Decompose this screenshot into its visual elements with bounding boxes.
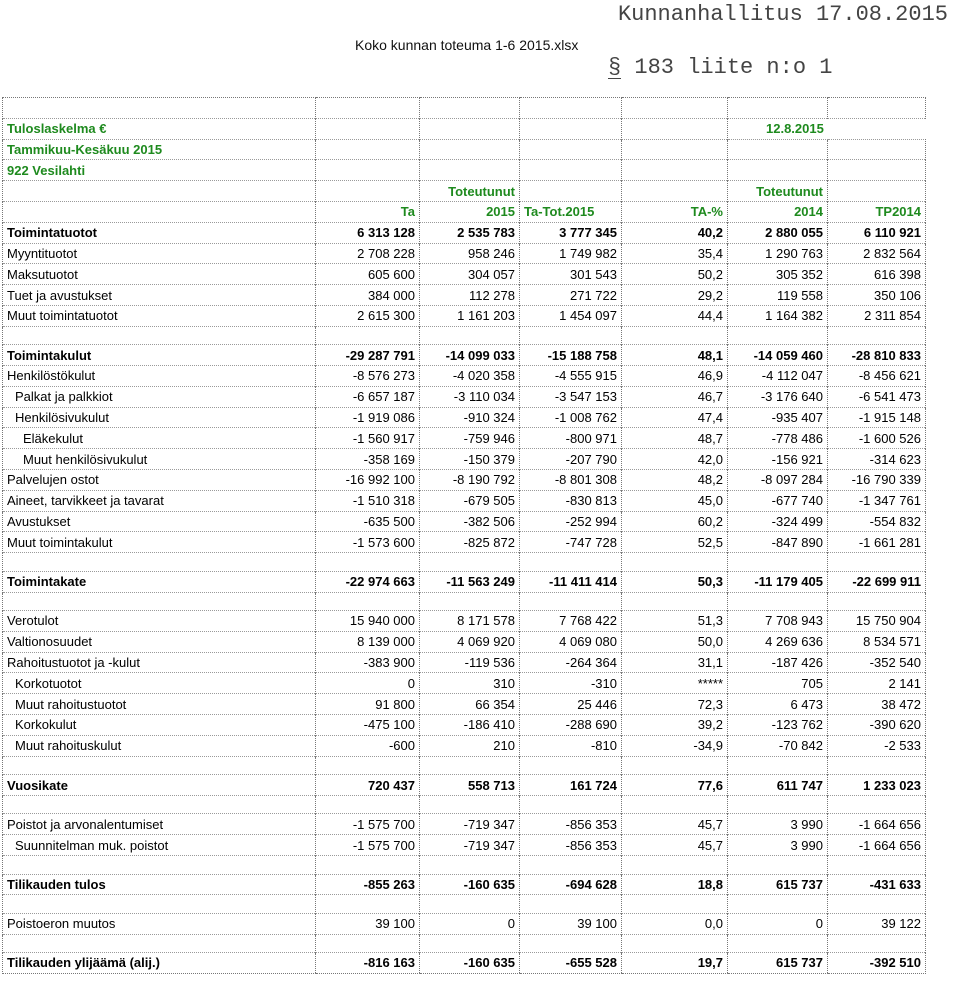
cell-ta: -383 900 xyxy=(316,652,420,673)
table-row xyxy=(3,386,926,407)
blank-row xyxy=(3,326,926,345)
col-ta: Ta xyxy=(316,201,420,222)
row-label: Muut rahoitustuotot xyxy=(3,694,316,715)
cell-tp2014: -6 541 473 xyxy=(828,386,926,407)
row-label: Palvelujen ostot xyxy=(3,470,316,491)
table-row xyxy=(3,571,926,592)
cell-ta-tot2015: -4 555 915 xyxy=(520,366,622,387)
cell-tot2015: -759 946 xyxy=(420,428,520,449)
cell-tot2015: -4 020 358 xyxy=(420,366,520,387)
cell-tot2015: 558 713 xyxy=(420,775,520,796)
cell-ta-tot2015: 4 069 080 xyxy=(520,631,622,652)
cell-ta-tot2015: -288 690 xyxy=(520,715,622,736)
cell-ta-pct: 19,7 xyxy=(622,953,728,974)
table-row xyxy=(3,631,926,652)
cell-ta-pct: 39,2 xyxy=(622,715,728,736)
cell-tot2015: 310 xyxy=(420,673,520,694)
table-row xyxy=(3,428,926,449)
cell-tot2015: 8 171 578 xyxy=(420,611,520,632)
cell-tot2014: 2 880 055 xyxy=(728,222,828,243)
cell-ta-tot2015: 1 749 982 xyxy=(520,243,622,264)
cell-ta-pct: 77,6 xyxy=(622,775,728,796)
row-label: Avustukset xyxy=(3,511,316,532)
currency-euro-icon: € xyxy=(99,121,107,137)
cell-tp2014: -22 699 911 xyxy=(828,571,926,592)
cell-tot2014: -935 407 xyxy=(728,407,828,428)
cell-ta-pct: 46,7 xyxy=(622,386,728,407)
cell-tot2015: 0 xyxy=(420,913,520,934)
column-header-row-1 xyxy=(3,181,926,202)
cell-ta-pct: 52,5 xyxy=(622,532,728,553)
cell-ta: -16 992 100 xyxy=(316,470,420,491)
cell-ta: 0 xyxy=(316,673,420,694)
cell-ta-pct: 31,1 xyxy=(622,652,728,673)
table-row xyxy=(3,407,926,428)
cell-tp2014: -16 790 339 xyxy=(828,470,926,491)
row-label: Poistoeron muutos xyxy=(3,913,316,934)
blank-row xyxy=(3,895,926,914)
row-label: Muut henkilösivukulut xyxy=(3,449,316,470)
cell-tot2014: -847 890 xyxy=(728,532,828,553)
cell-tot2015: 304 057 xyxy=(420,264,520,285)
cell-tp2014: -1 600 526 xyxy=(828,428,926,449)
cell-tot2015: 112 278 xyxy=(420,285,520,306)
row-label: Rahoitustuotot ja -kulut xyxy=(3,652,316,673)
col-tp2014: TP2014 xyxy=(828,201,926,222)
row-label: Vuosikate xyxy=(3,775,316,796)
cell-tot2014: 615 737 xyxy=(728,953,828,974)
table-row xyxy=(3,470,926,491)
cell-tp2014: 38 472 xyxy=(828,694,926,715)
cell-tot2014: 705 xyxy=(728,673,828,694)
table-row xyxy=(3,449,926,470)
cell-ta: -600 xyxy=(316,735,420,756)
cell-ta: -816 163 xyxy=(316,953,420,974)
report-period-row xyxy=(3,139,926,160)
row-label: Palkat ja palkkiot xyxy=(3,386,316,407)
cell-tot2015: 66 354 xyxy=(420,694,520,715)
cell-tot2015: -3 110 034 xyxy=(420,386,520,407)
cell-tot2015: -160 635 xyxy=(420,953,520,974)
cell-ta: -635 500 xyxy=(316,511,420,532)
cell-ta-tot2015: -264 364 xyxy=(520,652,622,673)
col-tot2015-line2: 2015 xyxy=(420,201,520,222)
cell-tp2014: -352 540 xyxy=(828,652,926,673)
report-unit: 922 Vesilahti xyxy=(3,160,316,181)
cell-tp2014: 6 110 921 xyxy=(828,222,926,243)
cell-ta: -358 169 xyxy=(316,449,420,470)
blank-row xyxy=(3,553,926,572)
table-row xyxy=(3,652,926,673)
cell-tp2014: 8 534 571 xyxy=(828,631,926,652)
report-date: 12.8.2015 xyxy=(728,118,926,139)
row-label: Muut rahoituskulut xyxy=(3,735,316,756)
cell-ta-tot2015: 271 722 xyxy=(520,285,622,306)
row-label: Toimintakulut xyxy=(3,345,316,366)
cell-tot2014: -156 921 xyxy=(728,449,828,470)
cell-tot2014: 1 164 382 xyxy=(728,305,828,326)
cell-ta-tot2015: -747 728 xyxy=(520,532,622,553)
cell-ta-tot2015: -252 994 xyxy=(520,511,622,532)
table-row xyxy=(3,490,926,511)
blank-row xyxy=(3,98,926,119)
cell-ta-tot2015: -830 813 xyxy=(520,490,622,511)
cell-ta: -8 576 273 xyxy=(316,366,420,387)
table-row xyxy=(3,874,926,895)
cell-ta: 15 940 000 xyxy=(316,611,420,632)
cell-tot2014: -3 176 640 xyxy=(728,386,828,407)
cell-tot2015: 1 161 203 xyxy=(420,305,520,326)
cell-tot2015: -382 506 xyxy=(420,511,520,532)
row-label: Korkotuotot xyxy=(3,673,316,694)
cell-ta-tot2015: 39 100 xyxy=(520,913,622,934)
cell-tot2014: -123 762 xyxy=(728,715,828,736)
cell-ta-tot2015: -655 528 xyxy=(520,953,622,974)
document-header-title: Kunnanhallitus 17.08.2015 xyxy=(617,2,948,27)
table-row xyxy=(3,835,926,856)
cell-ta-pct: 35,4 xyxy=(622,243,728,264)
cell-ta-pct: 44,4 xyxy=(622,305,728,326)
table-row xyxy=(3,511,926,532)
cell-ta: -1 510 318 xyxy=(316,490,420,511)
table-row xyxy=(3,694,926,715)
cell-ta-tot2015: -856 353 xyxy=(520,835,622,856)
cell-ta-pct: 18,8 xyxy=(622,874,728,895)
cell-ta-pct: 42,0 xyxy=(622,449,728,470)
row-label: Myyntituotot xyxy=(3,243,316,264)
row-label: Toimintatuotot xyxy=(3,222,316,243)
cell-tot2015: -679 505 xyxy=(420,490,520,511)
cell-ta-pct: 60,2 xyxy=(622,511,728,532)
row-label: Henkilöstökulut xyxy=(3,366,316,387)
cell-tp2014: -392 510 xyxy=(828,953,926,974)
cell-tot2014: -4 112 047 xyxy=(728,366,828,387)
cell-ta-tot2015: -800 971 xyxy=(520,428,622,449)
cell-tp2014: -554 832 xyxy=(828,511,926,532)
blank-row xyxy=(3,856,926,875)
cell-ta-tot2015: 3 777 345 xyxy=(520,222,622,243)
cell-ta-tot2015: 161 724 xyxy=(520,775,622,796)
cell-tot2014: 4 269 636 xyxy=(728,631,828,652)
cell-tot2015: -719 347 xyxy=(420,814,520,835)
cell-tp2014: 1 233 023 xyxy=(828,775,926,796)
report-title-row xyxy=(3,118,926,139)
row-label: Eläkekulut xyxy=(3,428,316,449)
table-row xyxy=(3,264,926,285)
cell-tot2014: -8 097 284 xyxy=(728,470,828,491)
col-ta-tot: Ta-Tot.2015 xyxy=(520,201,622,222)
cell-ta-pct: 40,2 xyxy=(622,222,728,243)
cell-ta: 91 800 xyxy=(316,694,420,715)
cell-ta: -1 919 086 xyxy=(316,407,420,428)
cell-ta-pct: -34,9 xyxy=(622,735,728,756)
cell-tot2014: 3 990 xyxy=(728,814,828,835)
table-row xyxy=(3,222,926,243)
cell-tot2014: -677 740 xyxy=(728,490,828,511)
table-row xyxy=(3,673,926,694)
table-row xyxy=(3,305,926,326)
source-file-name: Koko kunnan toteuma 1-6 2015.xlsx xyxy=(355,37,579,53)
cell-tp2014: 2 832 564 xyxy=(828,243,926,264)
col-tot2015-line1: Toteutunut xyxy=(420,181,520,202)
cell-tot2015: -186 410 xyxy=(420,715,520,736)
cell-ta-pct: 46,9 xyxy=(622,366,728,387)
cell-tp2014: 2 141 xyxy=(828,673,926,694)
cell-tot2014: 3 990 xyxy=(728,835,828,856)
row-label: Tilikauden ylijäämä (alij.) xyxy=(3,953,316,974)
cell-tot2014: -70 842 xyxy=(728,735,828,756)
cell-ta: 39 100 xyxy=(316,913,420,934)
row-label: Toimintakate xyxy=(3,571,316,592)
cell-tp2014: 616 398 xyxy=(828,264,926,285)
cell-tot2014: 305 352 xyxy=(728,264,828,285)
row-label: Aineet, tarvikkeet ja tavarat xyxy=(3,490,316,511)
income-statement-table xyxy=(2,97,926,974)
cell-tot2015: 2 535 783 xyxy=(420,222,520,243)
table-row xyxy=(3,532,926,553)
cell-tot2015: -150 379 xyxy=(420,449,520,470)
cell-tp2014: -28 810 833 xyxy=(828,345,926,366)
cell-ta-pct: 45,0 xyxy=(622,490,728,511)
cell-ta-tot2015: -310 xyxy=(520,673,622,694)
cell-ta-tot2015: -1 008 762 xyxy=(520,407,622,428)
cell-tot2014: -187 426 xyxy=(728,652,828,673)
report-period: Tammikuu-Kesäkuu 2015 xyxy=(3,139,316,160)
cell-ta-tot2015: 301 543 xyxy=(520,264,622,285)
cell-tp2014: 350 106 xyxy=(828,285,926,306)
cell-ta: -29 287 791 xyxy=(316,345,420,366)
cell-ta-tot2015: 25 446 xyxy=(520,694,622,715)
cell-tp2014: 39 122 xyxy=(828,913,926,934)
row-label: Maksutuotot xyxy=(3,264,316,285)
cell-ta-pct: 0,0 xyxy=(622,913,728,934)
cell-ta-pct: 48,2 xyxy=(622,470,728,491)
cell-ta: -1 575 700 xyxy=(316,814,420,835)
table-row xyxy=(3,715,926,736)
row-label: Valtionosuudet xyxy=(3,631,316,652)
cell-tot2015: 4 069 920 xyxy=(420,631,520,652)
row-label: Suunnitelman muk. poistot xyxy=(3,835,316,856)
cell-tp2014: 2 311 854 xyxy=(828,305,926,326)
table-row xyxy=(3,366,926,387)
col-tot2014-line2: 2014 xyxy=(728,201,828,222)
cell-tp2014: -390 620 xyxy=(828,715,926,736)
cell-tot2014: 611 747 xyxy=(728,775,828,796)
cell-tp2014: -1 347 761 xyxy=(828,490,926,511)
cell-ta: 8 139 000 xyxy=(316,631,420,652)
col-ta-pct: TA-% xyxy=(622,201,728,222)
cell-tp2014: -1 664 656 xyxy=(828,814,926,835)
row-label: Korkokulut xyxy=(3,715,316,736)
cell-ta: 384 000 xyxy=(316,285,420,306)
cell-ta-pct: 48,7 xyxy=(622,428,728,449)
cell-tot2014: -324 499 xyxy=(728,511,828,532)
cell-tot2014: 615 737 xyxy=(728,874,828,895)
cell-tp2014: -1 664 656 xyxy=(828,835,926,856)
cell-ta-tot2015: -856 353 xyxy=(520,814,622,835)
cell-tot2015: -825 872 xyxy=(420,532,520,553)
cell-ta-pct: 50,0 xyxy=(622,631,728,652)
cell-tot2014: 0 xyxy=(728,913,828,934)
cell-ta: -1 575 700 xyxy=(316,835,420,856)
table-row xyxy=(3,735,926,756)
cell-tot2015: -11 563 249 xyxy=(420,571,520,592)
cell-tot2014: -778 486 xyxy=(728,428,828,449)
row-label: Henkilösivukulut xyxy=(3,407,316,428)
cell-tot2015: -14 099 033 xyxy=(420,345,520,366)
cell-ta-tot2015: -8 801 308 xyxy=(520,470,622,491)
cell-ta-tot2015: -207 790 xyxy=(520,449,622,470)
cell-ta-pct: 51,3 xyxy=(622,611,728,632)
cell-tot2015: 958 246 xyxy=(420,243,520,264)
row-label: Verotulot xyxy=(3,611,316,632)
cell-ta: -6 657 187 xyxy=(316,386,420,407)
table-row xyxy=(3,775,926,796)
attachment-reference xyxy=(608,55,832,80)
cell-ta-pct: 72,3 xyxy=(622,694,728,715)
cell-tot2014: -14 059 460 xyxy=(728,345,828,366)
cell-ta: 605 600 xyxy=(316,264,420,285)
cell-ta-tot2015: 7 768 422 xyxy=(520,611,622,632)
cell-ta: -1 560 917 xyxy=(316,428,420,449)
cell-ta-tot2015: -694 628 xyxy=(520,874,622,895)
cell-ta: 2 615 300 xyxy=(316,305,420,326)
cell-ta-tot2015: -810 xyxy=(520,735,622,756)
section-sign: § xyxy=(608,55,622,80)
row-label: Muut toimintakulut xyxy=(3,532,316,553)
table-row xyxy=(3,611,926,632)
table-row xyxy=(3,814,926,835)
table-row xyxy=(3,345,926,366)
col-tot2014-line1: Toteutunut xyxy=(728,181,828,202)
cell-ta: 720 437 xyxy=(316,775,420,796)
cell-tot2014: 119 558 xyxy=(728,285,828,306)
cell-ta-pct: 45,7 xyxy=(622,814,728,835)
row-label: Tilikauden tulos xyxy=(3,874,316,895)
cell-ta: -1 573 600 xyxy=(316,532,420,553)
blank-row xyxy=(3,934,926,953)
cell-tot2015: -910 324 xyxy=(420,407,520,428)
cell-ta-pct: 45,7 xyxy=(622,835,728,856)
cell-ta: 6 313 128 xyxy=(316,222,420,243)
cell-tp2014: -1 661 281 xyxy=(828,532,926,553)
cell-tp2014: -2 533 xyxy=(828,735,926,756)
cell-tot2014: 7 708 943 xyxy=(728,611,828,632)
blank-row xyxy=(3,592,926,611)
cell-tot2015: -719 347 xyxy=(420,835,520,856)
cell-ta-tot2015: -11 411 414 xyxy=(520,571,622,592)
blank-row xyxy=(3,795,926,814)
cell-ta-pct: 50,3 xyxy=(622,571,728,592)
table-row xyxy=(3,953,926,974)
cell-tp2014: -314 623 xyxy=(828,449,926,470)
cell-tot2015: -8 190 792 xyxy=(420,470,520,491)
row-label: Tuet ja avustukset xyxy=(3,285,316,306)
cell-ta-pct: 29,2 xyxy=(622,285,728,306)
row-label: Muut toimintatuotot xyxy=(3,305,316,326)
cell-tot2014: 6 473 xyxy=(728,694,828,715)
attachment-text: 183 liite n:o 1 xyxy=(621,55,833,80)
cell-tot2015: -119 536 xyxy=(420,652,520,673)
cell-tot2015: -160 635 xyxy=(420,874,520,895)
report-title: Tuloslaskelma € xyxy=(3,118,316,139)
table-row xyxy=(3,913,926,934)
cell-ta: -475 100 xyxy=(316,715,420,736)
row-label: Poistot ja arvonalentumiset xyxy=(3,814,316,835)
cell-tot2014: -11 179 405 xyxy=(728,571,828,592)
cell-ta: -22 974 663 xyxy=(316,571,420,592)
table-row xyxy=(3,243,926,264)
cell-ta-pct: 47,4 xyxy=(622,407,728,428)
cell-tot2014: 1 290 763 xyxy=(728,243,828,264)
table-row xyxy=(3,285,926,306)
report-unit-row xyxy=(3,160,926,181)
cell-ta-pct: 48,1 xyxy=(622,345,728,366)
column-header-row-2 xyxy=(3,201,926,222)
cell-ta-tot2015: 1 454 097 xyxy=(520,305,622,326)
cell-ta-tot2015: -15 188 758 xyxy=(520,345,622,366)
cell-ta: 2 708 228 xyxy=(316,243,420,264)
cell-tot2015: 210 xyxy=(420,735,520,756)
cell-tp2014: -1 915 148 xyxy=(828,407,926,428)
cell-tp2014: -8 456 621 xyxy=(828,366,926,387)
cell-ta-pct: ***** xyxy=(622,673,728,694)
blank-row xyxy=(3,756,926,775)
cell-tp2014: -431 633 xyxy=(828,874,926,895)
cell-ta: -855 263 xyxy=(316,874,420,895)
cell-ta-pct: 50,2 xyxy=(622,264,728,285)
cell-tp2014: 15 750 904 xyxy=(828,611,926,632)
cell-ta-tot2015: -3 547 153 xyxy=(520,386,622,407)
